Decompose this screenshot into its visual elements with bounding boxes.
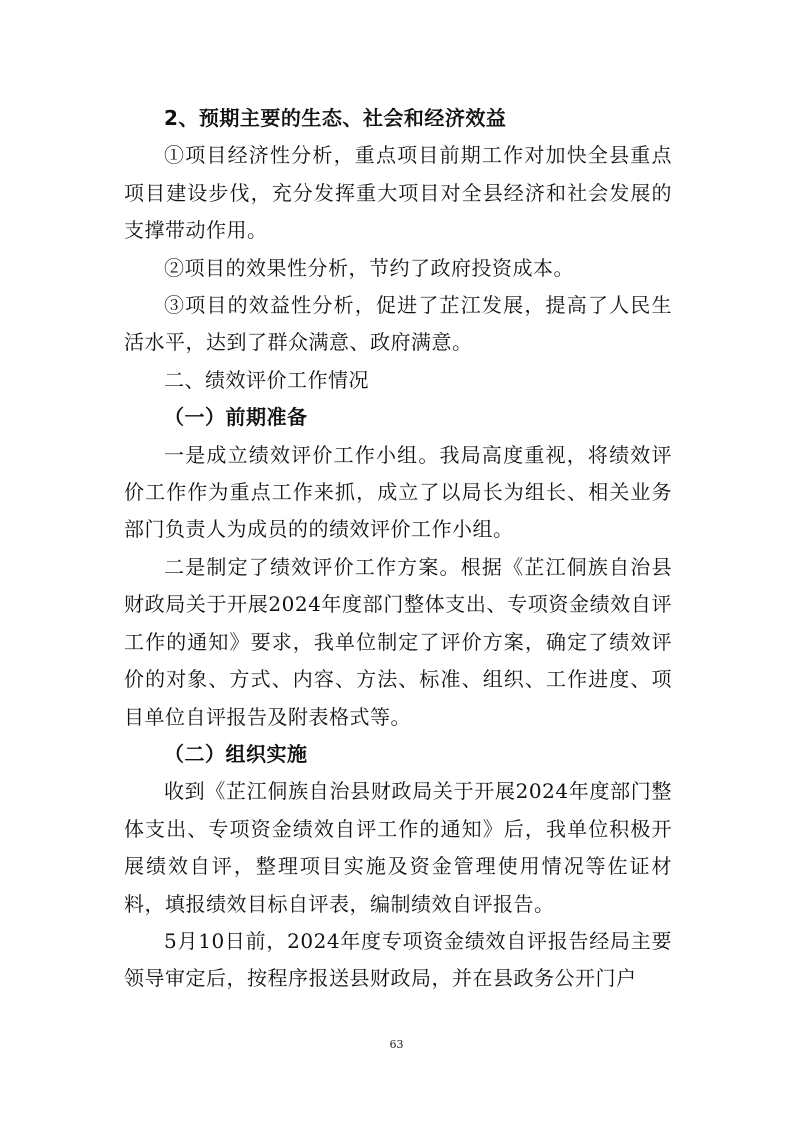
subsection-heading-preparation: （一）前期准备	[164, 405, 308, 430]
paragraph-effect-analysis: ②项目的效果性分析，节约了政府投资成本。	[164, 255, 574, 280]
page-number: 63	[389, 1038, 404, 1051]
paragraph-economic-analysis: ①项目经济性分析，重点项目前期工作对加快全县重点项目建设步伐，充分发挥重大项目对全县经济和社会发展的支撑带动作用。	[124, 143, 672, 243]
paragraph-self-evaluation: 收到《芷江侗族自治县财政局关于开展2024年度部门整体支出、专项资金绩效自评工作的通知》后，我单位积极开展绩效自评，整理项目实施及资金管理使用情况等佐证材料，填报绩效目标自评表，编制绩效自评报告。	[124, 779, 672, 916]
subsection-heading-implementation: （二）组织实施	[164, 741, 308, 766]
paragraph-work-plan: 二是制定了绩效评价工作方案。根据《芷江侗族自治县财政局关于开展2024年度部门整体支出、专项资金绩效自评工作的通知》要求，我单位制定了评价方案，确定了绩效评价的对象、方式、内容、方法、标准、组织、工作进度、项目单位自评报告及附表格式等。	[124, 554, 672, 729]
section-heading-evaluation-work: 二、绩效评价工作情况	[164, 367, 369, 392]
section-heading-expected-benefits: 2、预期主要的生态、社会和经济效益	[164, 106, 507, 130]
paragraph-working-group: 一是成立绩效评价工作小组。我局高度重视，将绩效评价工作作为重点工作来抓，成立了以局长为组长、相关业务部门负责人为成员的的绩效评价工作小组。	[124, 442, 672, 542]
paragraph-submission: 5月10日前，2024年度专项资金绩效自评报告经局主要领导审定后，按程序报送县财政局，并在县政务公开门户	[124, 928, 672, 991]
paragraph-benefit-analysis: ③项目的效益性分析，促进了芷江发展，提高了人民生活水平，达到了群众满意、政府满意。	[124, 293, 672, 355]
document-body	[124, 100, 672, 998]
